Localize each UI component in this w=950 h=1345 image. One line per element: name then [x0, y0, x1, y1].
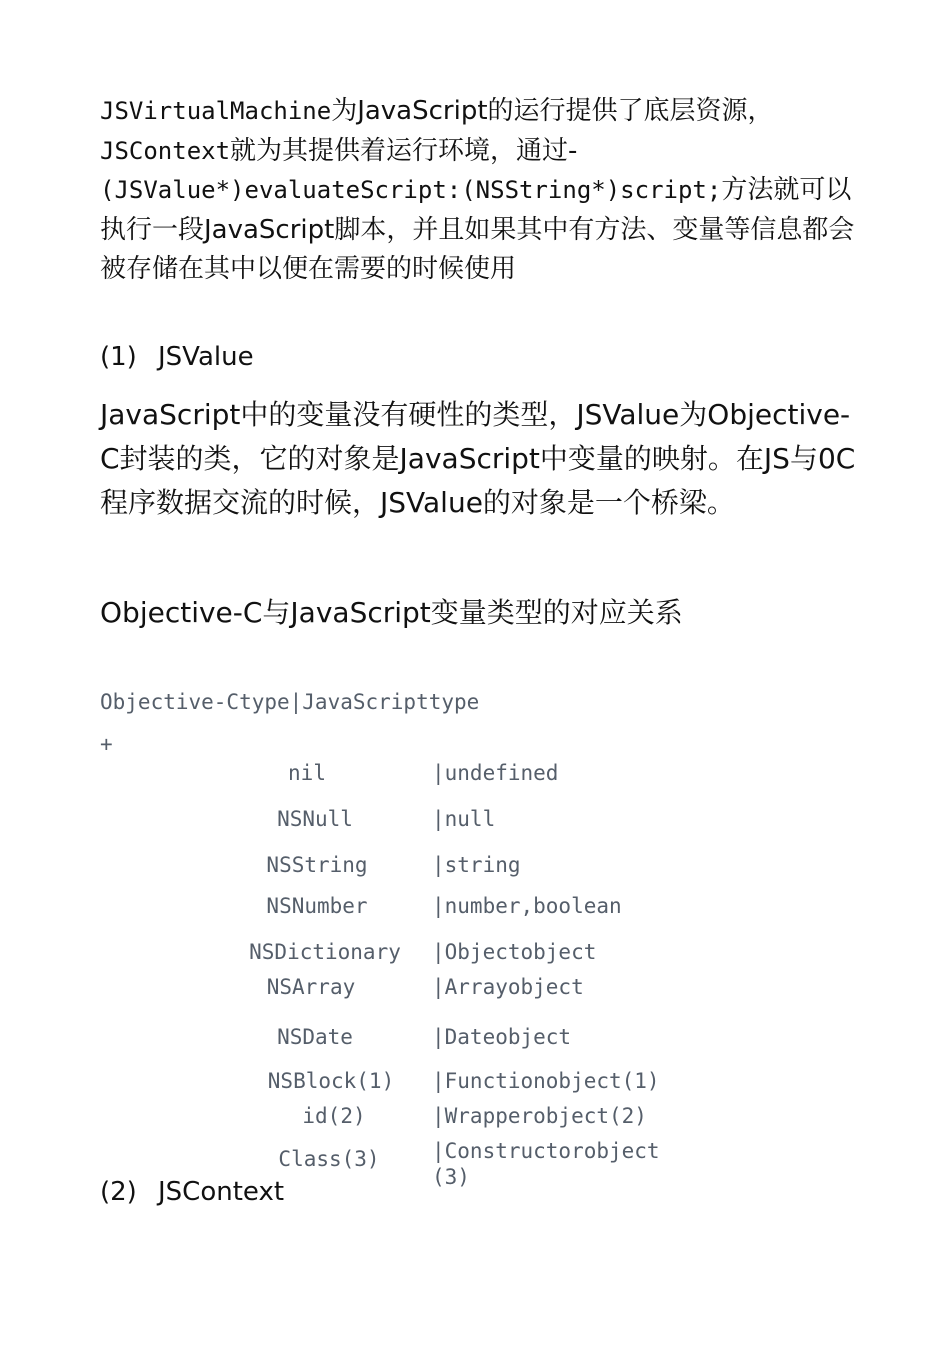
- evaluate-script-code: (JSValue*)evaluateScript:(NSString*)script;: [100, 176, 722, 204]
- oc-type-cell: NSBlock(1): [267, 1069, 395, 1093]
- js-type-cell: |Dateobject: [432, 1025, 572, 1049]
- section-1-number: (1): [100, 342, 137, 372]
- js-type-cell: |Wrapperobject(2): [432, 1104, 647, 1128]
- oc-type-cell: Class(3): [278, 1147, 380, 1171]
- oc-type-cell: id(2): [302, 1104, 366, 1128]
- js-type-cell: |number,boolean: [432, 894, 622, 918]
- section-1-title: JSValue: [158, 342, 254, 372]
- section-2-title: JSContext: [158, 1177, 285, 1207]
- oc-type-cell: NSNull: [277, 807, 353, 831]
- jsvirtualmachine-code: JSVirtualMachine: [100, 97, 332, 125]
- intro-text-1: 为JavaScript的运行提供了底层资源，: [331, 96, 774, 126]
- mapping-caption: Objective-C与JavaScript变量类型的对应关系: [100, 596, 683, 629]
- intro-text-3: 方法就可以执行一段JavaScript脚本，并且如果其中有方法、变量等信息都会被存储在其中以便在需要的时候使用: [100, 175, 855, 284]
- section-2-heading: [100, 1175, 284, 1209]
- mapping-table-separator: +: [100, 732, 113, 756]
- js-type-cell: |undefined: [432, 761, 559, 785]
- oc-type-cell: NSString: [266, 853, 368, 877]
- section-2-number: (2): [100, 1177, 137, 1207]
- js-type-cell: |string: [432, 853, 521, 877]
- jsvalue-paragraph: JavaScript中的变量没有硬性的类型，JSValue为Objective-C封装的类，它的对象是JavaScript中变量的映射。在JS与0C程序数据交流的时候，JSValue的对象是一个桥梁。: [100, 398, 856, 519]
- js-type-cell: |null: [432, 807, 496, 831]
- oc-type-cell: nil: [288, 761, 326, 785]
- intro-text-2: 就为其提供着运行环境，通过-: [230, 135, 578, 166]
- js-type-cell: |Functionobject(1): [432, 1069, 660, 1093]
- jscontext-code: JSContext: [100, 136, 231, 165]
- js-type-cell: |Arrayobject: [432, 975, 584, 999]
- oc-type-cell: NSDate: [277, 1025, 353, 1049]
- js-type-cell: |Objectobject: [432, 940, 597, 964]
- js-type-cell: |Constructorobject(3): [432, 1139, 660, 1189]
- oc-type-cell: NSArray: [266, 975, 356, 999]
- mapping-table-header: Objective-Ctype|JavaScripttype: [100, 690, 480, 714]
- oc-type-cell: NSDictionary: [249, 940, 401, 964]
- oc-type-cell: NSNumber: [266, 894, 368, 918]
